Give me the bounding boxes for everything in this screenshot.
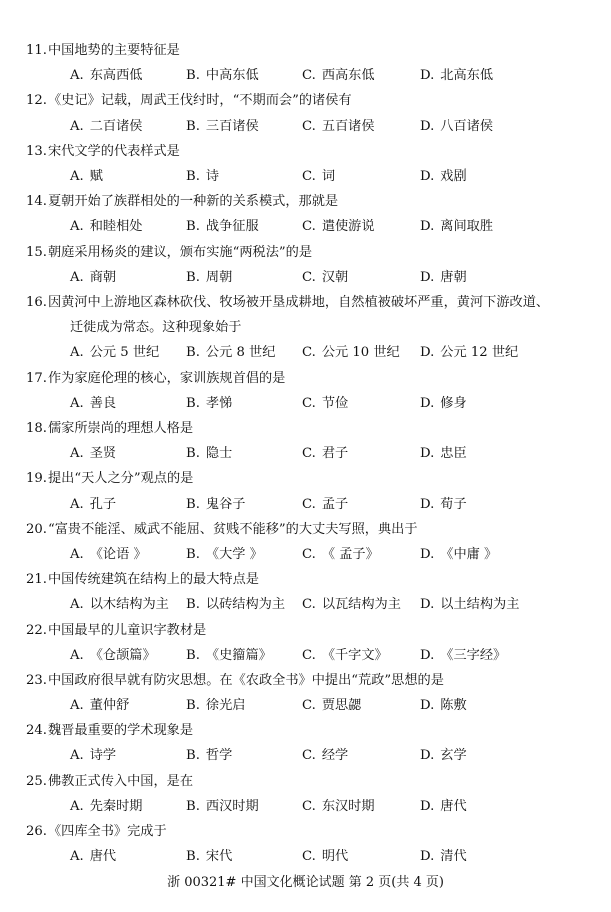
- option-letter: D.: [420, 748, 435, 764]
- answer-option: [420, 441, 467, 466]
- option-text: 宋代: [205, 849, 233, 865]
- option-row: [0, 340, 611, 365]
- option-letter: D.: [420, 446, 435, 462]
- question-number: 19.: [26, 471, 47, 487]
- question-stem: [0, 769, 611, 794]
- option-text: 八百诸侯: [440, 118, 494, 134]
- option-letter: C.: [302, 219, 316, 235]
- question-item: [0, 88, 611, 138]
- option-text: 诗学: [89, 748, 117, 764]
- question-stem: [0, 139, 611, 164]
- option-letter: C.: [302, 798, 316, 814]
- answer-option: [70, 743, 116, 768]
- answer-option: [70, 441, 116, 466]
- answer-option: [302, 794, 375, 819]
- question-number: 20.: [26, 521, 47, 537]
- answer-option: [186, 441, 232, 466]
- option-letter: B.: [186, 269, 200, 285]
- option-text: 唐代: [440, 798, 467, 814]
- option-letter: A.: [70, 647, 84, 663]
- question-item: [0, 240, 611, 290]
- question-number: 18.: [26, 420, 47, 436]
- option-text: 荀子: [440, 496, 467, 512]
- option-row: [0, 441, 611, 466]
- option-text: 西高东低: [321, 68, 375, 84]
- question-text: 佛教正式传入中国，是在: [48, 773, 194, 789]
- option-row: [0, 693, 611, 718]
- option-letter: B.: [186, 446, 200, 462]
- option-text: 中高东低: [205, 68, 259, 84]
- option-letter: A.: [70, 269, 84, 285]
- answer-option: [70, 542, 147, 567]
- option-text: 西汉时期: [205, 798, 259, 814]
- option-letter: D.: [420, 597, 435, 613]
- question-item: [0, 517, 611, 567]
- option-text: 词: [321, 168, 335, 184]
- option-text: 周朝: [205, 269, 233, 285]
- option-text: 战争征服: [205, 219, 259, 235]
- option-letter: A.: [70, 446, 84, 462]
- option-letter: B.: [186, 698, 200, 714]
- option-text: 《论语 》: [89, 546, 147, 562]
- answer-option: [302, 492, 348, 517]
- answer-option: [186, 743, 232, 768]
- question-item: [0, 366, 611, 416]
- answer-option: [302, 693, 361, 718]
- option-letter: C.: [302, 597, 316, 613]
- answer-option: [302, 164, 335, 189]
- answer-option: [70, 794, 142, 819]
- answer-option: [420, 164, 467, 189]
- answer-option: [70, 214, 142, 239]
- option-row: [0, 592, 611, 617]
- answer-option: [70, 340, 159, 365]
- option-letter: B.: [186, 496, 200, 512]
- option-letter: D.: [420, 395, 435, 411]
- question-text: 中国政府很早就有防灾思想。在《农政全书》中提出“荒政”思想的是: [48, 672, 444, 688]
- option-letter: D.: [420, 345, 435, 361]
- answer-option: [302, 340, 400, 365]
- question-item: [0, 567, 611, 617]
- option-row: [0, 391, 611, 416]
- option-row: [0, 794, 611, 819]
- question-text: 中国传统建筑在结构上的最大特点是: [48, 572, 259, 588]
- question-stem: [0, 38, 611, 63]
- answer-option: [186, 164, 219, 189]
- option-text: 商朝: [89, 269, 117, 285]
- question-item: [0, 819, 611, 869]
- option-letter: C.: [302, 68, 316, 84]
- option-letter: A.: [70, 168, 84, 184]
- option-text: 陈敷: [440, 698, 467, 714]
- option-text: 遣使游说: [321, 219, 375, 235]
- option-text: 唐朝: [440, 269, 467, 285]
- answer-option: [420, 114, 493, 139]
- option-letter: C.: [302, 698, 316, 714]
- option-text: 贾思勰: [321, 698, 362, 714]
- answer-option: [302, 643, 388, 668]
- option-letter: B.: [186, 546, 200, 562]
- question-item: [0, 618, 611, 668]
- answer-option: [186, 340, 275, 365]
- option-text: 董仲舒: [89, 698, 130, 714]
- answer-option: [302, 63, 375, 88]
- option-text: 公元 10 世纪: [321, 345, 400, 361]
- question-number: 14.: [26, 194, 47, 210]
- question-item: [0, 466, 611, 516]
- question-text: 《史记》记载，周武王伐纣时，“不期而会”的诸侯有: [48, 93, 352, 109]
- answer-option: [420, 542, 497, 567]
- option-letter: B.: [186, 168, 200, 184]
- option-letter: A.: [70, 546, 84, 562]
- option-letter: C.: [302, 345, 316, 361]
- question-list: [0, 38, 611, 869]
- option-row: [0, 214, 611, 239]
- option-letter: D.: [420, 118, 435, 134]
- page-footer: 浙 00321# 中国文化概论试题 第 2 页(共 4 页): [167, 875, 444, 890]
- option-text: 经学: [321, 748, 349, 764]
- option-text: 汉朝: [321, 269, 349, 285]
- option-text: 《仓颉篇》: [89, 647, 156, 663]
- question-text: “富贵不能淫、威武不能屈、贫贱不能移”的大丈夫写照，典出于: [48, 521, 418, 537]
- option-letter: D.: [420, 168, 435, 184]
- option-text: 离间取胜: [440, 219, 494, 235]
- option-text: 孔子: [89, 496, 117, 512]
- answer-option: [186, 265, 232, 290]
- answer-option: [420, 340, 518, 365]
- answer-option: [420, 63, 493, 88]
- answer-option: [70, 592, 169, 617]
- option-letter: B.: [186, 798, 200, 814]
- question-text: 朝庭采用杨炎的建议，颁布实施“两税法”的是: [48, 244, 313, 260]
- answer-option: [186, 844, 232, 869]
- answer-option: [420, 743, 467, 768]
- answer-option: [70, 63, 142, 88]
- option-text: 戏剧: [440, 168, 467, 184]
- answer-option: [302, 214, 375, 239]
- option-letter: D.: [420, 68, 435, 84]
- answer-option: [420, 794, 467, 819]
- option-letter: A.: [70, 748, 84, 764]
- option-letter: B.: [186, 345, 200, 361]
- option-letter: C.: [302, 748, 316, 764]
- answer-option: [70, 114, 142, 139]
- question-number: 13.: [26, 143, 47, 159]
- answer-option: [70, 844, 116, 869]
- question-stem: [0, 718, 611, 743]
- answer-option: [70, 265, 116, 290]
- option-letter: B.: [186, 68, 200, 84]
- question-text: 中国最早的儿童识字教材是: [48, 622, 207, 638]
- answer-option: [186, 63, 259, 88]
- option-letter: D.: [420, 496, 435, 512]
- answer-option: [420, 643, 506, 668]
- option-text: 以土结构为主: [440, 597, 520, 613]
- option-text: 修身: [440, 395, 467, 411]
- option-text: 《中庸 》: [440, 546, 498, 562]
- option-letter: C.: [302, 446, 316, 462]
- option-text: 善良: [89, 395, 117, 411]
- question-item: [0, 139, 611, 189]
- answer-option: [186, 592, 285, 617]
- option-text: 公元 8 世纪: [205, 345, 276, 361]
- question-number: 11.: [26, 43, 47, 58]
- question-text: 宋代文学的代表样式是: [48, 143, 180, 159]
- answer-option: [186, 114, 259, 139]
- option-letter: D.: [420, 269, 435, 285]
- option-letter: B.: [186, 647, 200, 663]
- option-text: 清代: [440, 849, 467, 865]
- answer-option: [420, 265, 467, 290]
- answer-option: [302, 265, 348, 290]
- question-item: [0, 668, 611, 718]
- answer-option: [70, 164, 103, 189]
- answer-option: [70, 391, 116, 416]
- option-text: 玄学: [440, 748, 467, 764]
- option-letter: A.: [70, 496, 84, 512]
- option-text: 二百诸侯: [89, 118, 143, 134]
- question-text: 魏晋最重要的学术现象是: [48, 723, 194, 739]
- question-stem: [0, 290, 611, 340]
- option-text: 《三字经》: [440, 647, 507, 663]
- question-number: 26.: [26, 824, 47, 840]
- question-text: 作为家庭伦理的核心，家训族规首倡的是: [48, 370, 286, 386]
- option-letter: C.: [302, 849, 316, 865]
- option-row: [0, 743, 611, 768]
- option-text: 君子: [321, 446, 349, 462]
- option-letter: B.: [186, 849, 200, 865]
- question-item: [0, 38, 611, 88]
- option-text: 三百诸侯: [205, 118, 259, 134]
- option-text: 鬼谷子: [205, 496, 246, 512]
- option-text: 公元 12 世纪: [440, 345, 519, 361]
- answer-option: [70, 693, 129, 718]
- option-letter: C.: [302, 269, 316, 285]
- question-stem: [0, 189, 611, 214]
- answer-option: [186, 214, 259, 239]
- option-text: 以砖结构为主: [205, 597, 286, 613]
- option-row: [0, 114, 611, 139]
- option-letter: B.: [186, 597, 200, 613]
- option-letter: D.: [420, 849, 435, 865]
- option-letter: A.: [70, 395, 84, 411]
- option-row: [0, 265, 611, 290]
- answer-option: [420, 693, 467, 718]
- option-letter: C.: [302, 395, 316, 411]
- question-text-continued: 迁徙成为常态。这种现象始于: [70, 320, 242, 336]
- answer-option: [186, 391, 232, 416]
- option-text: 北高东低: [440, 68, 494, 84]
- question-text: 提出“天人之分”观点的是: [48, 471, 194, 487]
- answer-option: [302, 592, 401, 617]
- answer-option: [70, 492, 116, 517]
- option-letter: C.: [302, 546, 316, 562]
- option-letter: B.: [186, 748, 200, 764]
- answer-option: [302, 441, 348, 466]
- option-text: 明代: [321, 849, 349, 865]
- option-row: [0, 542, 611, 567]
- question-stem: [0, 416, 611, 441]
- answer-option: [302, 542, 379, 567]
- option-letter: A.: [70, 118, 84, 134]
- answer-option: [302, 391, 348, 416]
- option-text: 和睦相处: [89, 219, 143, 235]
- question-item: [0, 769, 611, 819]
- answer-option: [302, 844, 348, 869]
- question-item: [0, 290, 611, 366]
- question-text: 中国地势的主要特征是: [48, 43, 180, 58]
- question-number: 22.: [26, 622, 47, 638]
- option-text: 《史籀篇》: [205, 647, 272, 663]
- question-text: 夏朝开始了族群相处的一种新的关系模式，那就是: [48, 194, 339, 210]
- question-number: 12.: [26, 93, 47, 109]
- option-text: 唐代: [89, 849, 117, 865]
- option-text: 东汉时期: [321, 798, 375, 814]
- option-row: [0, 643, 611, 668]
- option-text: 五百诸侯: [321, 118, 375, 134]
- option-text: 孝悌: [205, 395, 233, 411]
- option-text: 以瓦结构为主: [321, 597, 401, 613]
- question-number: 15.: [26, 244, 47, 260]
- question-number: 21.: [26, 572, 47, 588]
- option-letter: A.: [70, 345, 84, 361]
- option-text: 哲学: [205, 748, 233, 764]
- answer-option: [420, 844, 467, 869]
- answer-option: [420, 214, 493, 239]
- option-row: [0, 492, 611, 517]
- question-number: 23.: [26, 672, 47, 688]
- answer-option: [186, 794, 259, 819]
- option-text: 先秦时期: [89, 798, 143, 814]
- option-text: 《大学 》: [205, 546, 263, 562]
- question-text: 《四库全书》完成于: [48, 824, 167, 840]
- option-text: 以木结构为主: [89, 597, 169, 613]
- question-item: [0, 416, 611, 466]
- answer-option: [420, 492, 467, 517]
- option-letter: B.: [186, 395, 200, 411]
- option-letter: A.: [70, 597, 84, 613]
- option-text: 节俭: [321, 395, 349, 411]
- option-row: [0, 164, 611, 189]
- question-number: 16.: [26, 294, 47, 310]
- answer-option: [186, 643, 272, 668]
- option-text: 诗: [205, 168, 220, 184]
- question-stem: [0, 618, 611, 643]
- option-letter: C.: [302, 647, 316, 663]
- question-number: 17.: [26, 370, 47, 386]
- option-letter: D.: [420, 798, 435, 814]
- option-row: [0, 844, 611, 869]
- question-number: 25.: [26, 773, 47, 789]
- answer-option: [186, 693, 245, 718]
- option-letter: A.: [70, 68, 84, 84]
- option-letter: D.: [420, 219, 435, 235]
- answer-option: [186, 542, 263, 567]
- option-letter: D.: [420, 546, 435, 562]
- question-item: [0, 189, 611, 239]
- question-stem: [0, 567, 611, 592]
- answer-option: [302, 114, 375, 139]
- question-stem: [0, 88, 611, 113]
- option-text: 徐光启: [205, 698, 246, 714]
- option-letter: A.: [70, 219, 84, 235]
- option-letter: D.: [420, 698, 435, 714]
- question-stem: [0, 819, 611, 844]
- option-text: 东高西低: [89, 68, 143, 84]
- question-item: [0, 718, 611, 768]
- answer-option: [70, 643, 156, 668]
- option-text: 隐士: [205, 446, 233, 462]
- answer-option: [302, 743, 348, 768]
- question-stem: [0, 466, 611, 491]
- answer-option: [186, 492, 245, 517]
- option-letter: B.: [186, 118, 200, 134]
- option-text: 赋: [89, 168, 103, 184]
- option-row: [0, 63, 611, 88]
- option-text: 圣贤: [89, 446, 117, 462]
- question-stem: [0, 366, 611, 391]
- answer-option: [420, 391, 467, 416]
- question-text: 儒家所崇尚的理想人格是: [48, 420, 194, 436]
- question-text: 因黄河中上游地区森林砍伐、牧场被开垦成耕地，自然植被破坏严重，黄河下游改道、: [48, 294, 550, 310]
- option-text: 忠臣: [440, 446, 467, 462]
- question-number: 24.: [26, 723, 47, 739]
- option-letter: B.: [186, 219, 200, 235]
- option-letter: C.: [302, 118, 316, 134]
- option-text: 《 孟子》: [321, 546, 379, 562]
- question-stem: [0, 668, 611, 693]
- option-text: 孟子: [321, 496, 349, 512]
- option-text: 《千字文》: [321, 647, 388, 663]
- option-letter: A.: [70, 698, 84, 714]
- question-stem: [0, 517, 611, 542]
- option-letter: A.: [70, 798, 84, 814]
- option-letter: A.: [70, 849, 84, 865]
- option-letter: C.: [302, 496, 316, 512]
- option-letter: C.: [302, 168, 316, 184]
- option-text: 公元 5 世纪: [89, 345, 160, 361]
- option-letter: D.: [420, 647, 435, 663]
- question-stem: [0, 240, 611, 265]
- answer-option: [420, 592, 519, 617]
